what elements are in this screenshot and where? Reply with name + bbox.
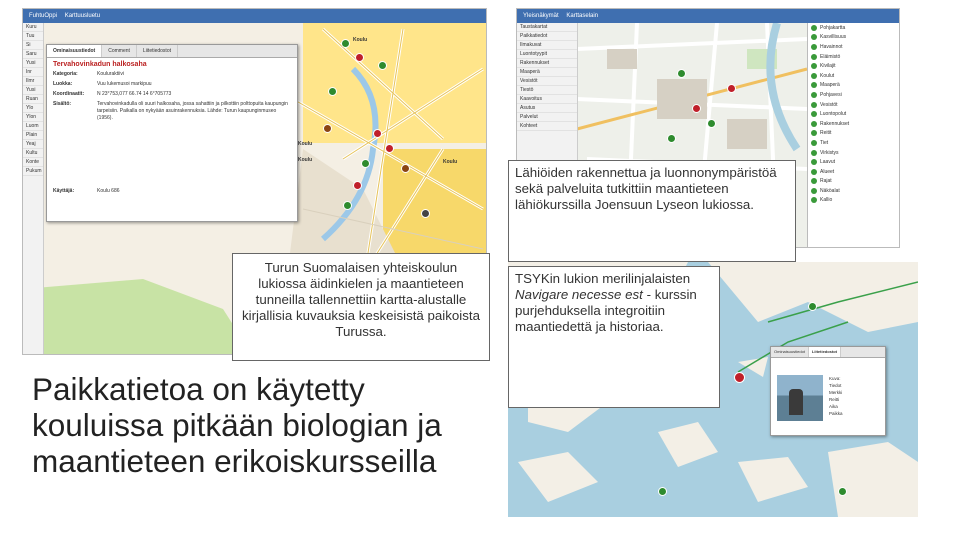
turku-side-item[interactable]: Yusi: [23, 59, 43, 68]
map-marker[interactable]: [373, 129, 382, 138]
joensuu-side-item[interactable]: Paikkatiedot: [517, 32, 577, 41]
turku-side-item[interactable]: Kultu: [23, 149, 43, 158]
map-marker[interactable]: [378, 61, 387, 70]
legend-item[interactable]: [808, 119, 900, 129]
legend-label: Maaperä: [820, 82, 840, 89]
map-marker[interactable]: [658, 487, 667, 496]
legend-item[interactable]: [808, 90, 900, 100]
legend-dot-icon: [811, 54, 817, 60]
legend-label: Virkistys: [820, 149, 839, 156]
joensuu-side-item[interactable]: Rakennukset: [517, 59, 577, 68]
joensuu-side-item[interactable]: Asutus: [517, 104, 577, 113]
legend-item[interactable]: [808, 196, 900, 206]
slide-headline: Paikkatietoa on käytetty kouluissa pitkään biologian ja maantieteen erikoiskursseilla: [32, 371, 442, 479]
joensuu-side-item[interactable]: Maaperä: [517, 68, 577, 77]
turku-side-item[interactable]: Ilmr: [23, 77, 43, 86]
legend-dot-icon: [811, 111, 817, 117]
feature-row-value: Tervahovinkadulla oli suuri halkosaha, jossa sahattiin ja pilkottiin polttopuita kaupungin tarpeisiin. Paikalla on nykyään asuinrakennuksia. Lähde: Turun kaupunginmuseo (1956).: [97, 101, 288, 121]
legend-item[interactable]: [808, 109, 900, 119]
feature-row-value: Koulu 686: [97, 188, 120, 194]
legend-label: Kallio: [820, 197, 833, 204]
legend-label: Pohjakartta: [820, 24, 846, 31]
caption-turku-text: Turun Suomalaisen yhteiskoulun lukiossa äidinkielen ja maantieteen tunneilla tallennettiin kartta-alustalle kirjallisia kuvauksia keskeisistä paikoista Turussa.: [242, 260, 480, 339]
feature-row-value: Vuu lukemusoi markipuu: [97, 81, 152, 87]
map-marker[interactable]: [355, 53, 364, 62]
feature-row-key: Käyttäjä:: [53, 188, 75, 194]
legend-label: Tiet: [820, 139, 829, 146]
caption-joensuu-text: Lähiöiden rakennettua ja luonnonympäristöä sekä palveluita tutkittiin maantieteen lähiökurssilla Joensuun Lyseon lukiossa.: [515, 165, 777, 212]
feature-row: [47, 91, 297, 98]
legend-label: Rakennukset: [820, 120, 850, 127]
turku-topbar: [23, 9, 486, 23]
joensuu-side-item[interactable]: Kaavoitus: [517, 95, 577, 104]
map-marker[interactable]: [385, 144, 394, 153]
turku-side-item[interactable]: Plain: [23, 131, 43, 140]
joensuu-side-item[interactable]: Tiestö: [517, 86, 577, 95]
turku-side-item[interactable]: Inr: [23, 68, 43, 77]
feature-row-key: Luokka:: [53, 81, 73, 87]
feature-row-key: Koordinaatit:: [53, 91, 85, 97]
legend-item[interactable]: [808, 138, 900, 148]
turku-side-item[interactable]: Saru: [23, 50, 43, 59]
map-marker[interactable]: [343, 201, 352, 210]
turku-side-item[interactable]: Kuru: [23, 23, 43, 32]
turku-side-item[interactable]: Yeaj: [23, 140, 43, 149]
feature-row: [47, 81, 297, 88]
legend-dot-icon: [811, 188, 817, 194]
tab-attachments[interactable]: Liitetiedostot: [809, 347, 841, 357]
legend-item[interactable]: [808, 23, 900, 33]
turku-sidebar: [23, 23, 44, 355]
joensuu-side-item[interactable]: Kohteet: [517, 122, 577, 131]
feature-row-key: Kategoria:: [53, 71, 78, 77]
legend-item[interactable]: [808, 148, 900, 158]
legend-label: Näköalat: [820, 187, 840, 194]
map-marker[interactable]: [692, 104, 701, 113]
map-marker[interactable]: [667, 134, 676, 143]
legend-label: Eläimistö: [820, 53, 841, 60]
joensuu-side-item[interactable]: Vesistöt: [517, 77, 577, 86]
map-marker[interactable]: [677, 69, 686, 78]
legend-dot-icon: [811, 102, 817, 108]
joensuu-side-item[interactable]: Taustakartat: [517, 23, 577, 32]
legend-item[interactable]: [808, 52, 900, 62]
legend-dot-icon: [811, 130, 817, 136]
map-place-label: Koulu: [353, 37, 368, 43]
route-info-line: Aika: [829, 404, 838, 409]
legend-label: Luontopolut: [820, 111, 847, 118]
map-place-label: Koulu: [298, 141, 313, 147]
route-info-line: Reitti: [829, 397, 840, 402]
tab-attachments[interactable]: Liitetiedostot: [137, 45, 178, 57]
joensuu-tab-2[interactable]: Karttaselain: [566, 13, 599, 19]
sailor-figure: [789, 389, 803, 415]
route-info-lines: [829, 375, 843, 417]
legend-label: Reitit: [820, 130, 832, 137]
legend-dot-icon: [811, 63, 817, 69]
map-marker[interactable]: [328, 87, 337, 96]
legend-label: Alueet: [820, 168, 835, 175]
turku-side-item[interactable]: Luom: [23, 122, 43, 131]
map-marker[interactable]: [323, 124, 332, 133]
legend-item[interactable]: [808, 157, 900, 167]
caption-tsyk: [508, 266, 720, 408]
route-info-line: Kuva:: [829, 376, 841, 381]
map-place-label: Koulu: [443, 159, 458, 165]
turku-tab-map[interactable]: Karttuusluetu: [64, 13, 101, 19]
feature-row-value: Kouluraktiivi: [97, 71, 124, 77]
route-info-line: Merkki: [829, 390, 843, 395]
turku-side-item[interactable]: Pukum: [23, 167, 43, 176]
feature-title: Tervahovinkadun halkosaha: [53, 61, 147, 68]
joensuu-tab-1[interactable]: Yleisnäkymät: [523, 13, 559, 19]
legend-dot-icon: [811, 169, 817, 175]
legend-label: Havainnot: [820, 43, 843, 50]
map-marker[interactable]: [727, 84, 736, 93]
map-place-label: Koulu: [298, 157, 313, 163]
map-marker[interactable]: [353, 181, 362, 190]
tab-comment[interactable]: Comment: [102, 45, 137, 57]
route-info-tabs: [771, 347, 885, 358]
legend-dot-icon: [811, 140, 817, 146]
map-marker[interactable]: [734, 372, 745, 383]
legend-label: Pohjavesi: [820, 91, 842, 98]
legend-item[interactable]: [808, 33, 900, 43]
legend-item[interactable]: [808, 71, 900, 81]
legend-label: Laavut: [820, 159, 836, 166]
joensuu-topbar: [517, 9, 899, 23]
caption-turku: [232, 253, 490, 361]
joensuu-side-item[interactable]: Ilmakuvat: [517, 41, 577, 50]
route-info-line: Tiedot: [829, 383, 842, 388]
tab-attributes[interactable]: Ominaisuustiedot: [771, 347, 809, 357]
tab-attributes[interactable]: Ominaisuustiedot: [47, 45, 102, 57]
turku-side-item[interactable]: Tuu: [23, 32, 43, 41]
legend-item[interactable]: [808, 186, 900, 196]
map-marker[interactable]: [401, 164, 410, 173]
legend-item[interactable]: [808, 129, 900, 139]
turku-side-item[interactable]: Si: [23, 41, 43, 50]
legend-dot-icon: [811, 82, 817, 88]
layer-legend: [807, 23, 900, 248]
caption-tsyk-text-2: - kurssin purjehduksella integroitiin maantiedettä ja historiaa.: [515, 287, 697, 334]
legend-label: Rajat: [820, 178, 832, 185]
feature-row: [47, 71, 297, 78]
legend-dot-icon: [811, 92, 817, 98]
legend-item[interactable]: [808, 81, 900, 91]
map-marker[interactable]: [808, 302, 817, 311]
map-marker[interactable]: [707, 119, 716, 128]
caption-joensuu: [508, 160, 796, 262]
legend-label: Koulut: [820, 72, 835, 79]
map-marker[interactable]: [361, 159, 370, 168]
map-marker[interactable]: [341, 39, 350, 48]
legend-label: Kivilajit: [820, 63, 836, 70]
map-marker[interactable]: [421, 209, 430, 218]
legend-label: Vesistöt: [820, 101, 838, 108]
legend-label: Kasvillisuus: [820, 34, 847, 41]
legend-dot-icon: [811, 178, 817, 184]
turku-side-item[interactable]: Yusi: [23, 86, 43, 95]
legend-item[interactable]: [808, 100, 900, 110]
legend-dot-icon: [811, 44, 817, 50]
feature-row: [47, 188, 297, 195]
route-info-popup: [770, 346, 886, 436]
legend-item[interactable]: [808, 42, 900, 52]
turku-app-name[interactable]: FuhtuOppi: [29, 13, 58, 19]
joensuu-side-item[interactable]: Luontotyypit: [517, 50, 577, 59]
legend-dot-icon: [811, 25, 817, 31]
turku-side-item[interactable]: Konte: [23, 158, 43, 167]
feature-row: [47, 101, 297, 185]
legend-dot-icon: [811, 197, 817, 203]
caption-tsyk-motto: Navigare necesse est: [515, 287, 643, 302]
caption-tsyk-text-1: TSYKin lukion merilinjalaisten: [515, 271, 691, 286]
feature-row-key: Sisältö:: [53, 101, 72, 107]
feature-row-value: N 23°753,077 66.74 14 6°705773: [97, 91, 172, 97]
turku-side-item[interactable]: Ylon: [23, 113, 43, 122]
turku-side-item[interactable]: Ruan: [23, 95, 43, 104]
map-marker[interactable]: [838, 487, 847, 496]
legend-item[interactable]: [808, 61, 900, 71]
sailing-photo: [777, 375, 823, 421]
legend-item[interactable]: [808, 177, 900, 187]
feature-info-tabs: [47, 45, 297, 58]
joensuu-side-item[interactable]: Palvelut: [517, 113, 577, 122]
legend-dot-icon: [811, 150, 817, 156]
legend-dot-icon: [811, 159, 817, 165]
route-info-line: Paikka: [829, 411, 843, 416]
feature-info-popup: [46, 44, 298, 222]
legend-dot-icon: [811, 34, 817, 40]
legend-dot-icon: [811, 121, 817, 127]
legend-dot-icon: [811, 73, 817, 79]
legend-item[interactable]: [808, 167, 900, 177]
turku-side-item[interactable]: Ylo: [23, 104, 43, 113]
